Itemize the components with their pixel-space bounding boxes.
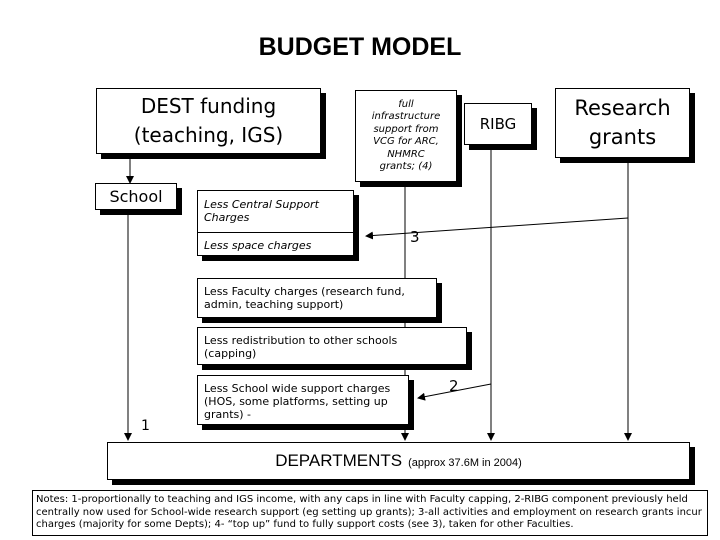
page-title: BUDGET MODEL (258, 33, 462, 61)
departments-box (107, 442, 690, 480)
infrastructure-support-box: full infrastructure support from VCG for ARC, NHMRC grants; (4) (355, 90, 457, 182)
central-support-charges-box: Less Central Support Charges (197, 190, 354, 234)
space-charges-box: Less space charges (197, 232, 354, 256)
notes-box: Notes: 1-proportionally to teaching and IGS income, with any caps in line with Faculty capping, 2-RIBG component previously held centrally now used for School-wide research support (eg setting up grants); 3-all activities and employment on research grants incur charges (majority for some Depts); 4- “top up” fund to fully support costs (see 3), taken for other Faculties. (32, 490, 708, 536)
ribg-box: RIBG (464, 103, 532, 145)
research-grants-box: Research grants (555, 88, 690, 158)
departments-amount: (approx 37.6M in 2004) (408, 456, 522, 469)
redistribution-box: Less redistribution to other schools (capping) (197, 327, 467, 365)
marker-1: 1 (141, 418, 150, 434)
faculty-charges-box: Less Faculty charges (research fund, admin, teaching support) (197, 278, 437, 318)
departments-label: DEPARTMENTS (275, 451, 403, 470)
school-wide-support-box: Less School wide support charges (HOS, some platforms, setting up grants) - (197, 375, 409, 425)
dest-funding-box: DEST funding (teaching, IGS) (96, 88, 321, 154)
marker-3: 3 (410, 228, 420, 246)
marker-2: 2 (449, 377, 459, 395)
school-box: School (95, 183, 177, 210)
